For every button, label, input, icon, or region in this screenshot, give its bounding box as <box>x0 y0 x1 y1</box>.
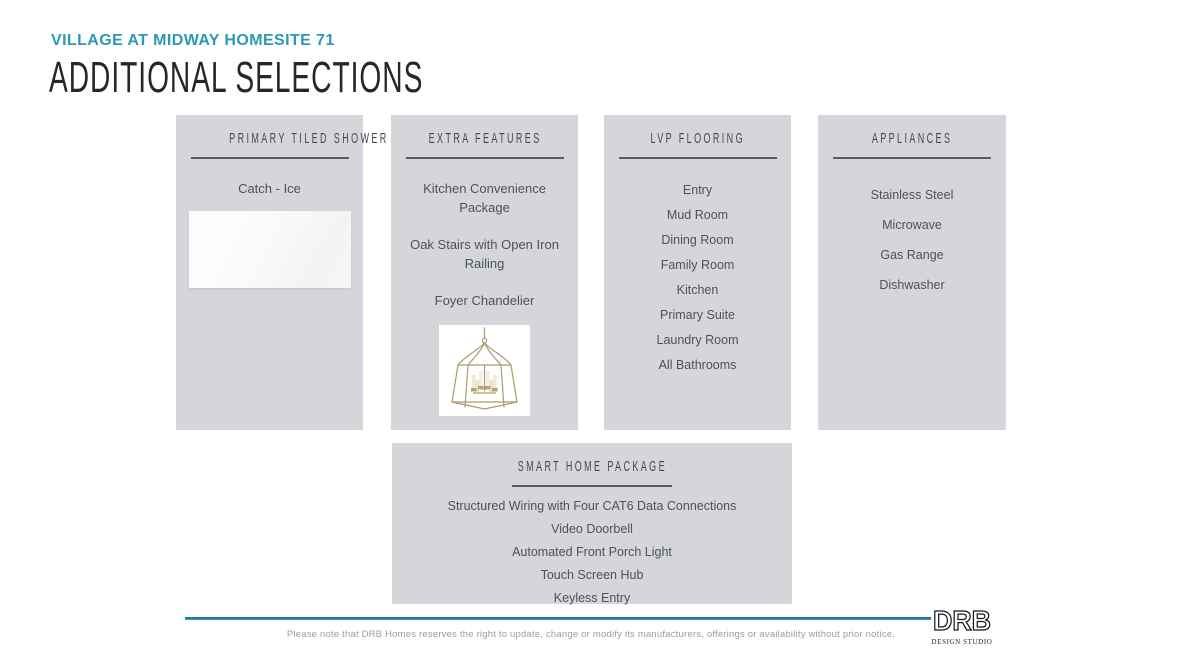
card-heading <box>176 129 389 149</box>
card-heading <box>818 129 1006 149</box>
page-title <box>49 53 634 103</box>
card-lvp-flooring <box>604 115 791 430</box>
disclaimer-note: Please note that DRB Homes reserves the right to update, change or modify its manufacturers, offerings or availability without prior notice. <box>286 629 896 640</box>
heading-underline <box>512 485 672 487</box>
selection-item: Kitchen Convenience Package <box>423 181 546 215</box>
heading-underline <box>406 157 564 159</box>
selection-item: Mud Room <box>666 208 729 222</box>
selection-item: Foyer Chandelier <box>434 293 535 308</box>
selection-item: Dining Room <box>661 233 734 247</box>
heading-underline <box>619 157 777 159</box>
tile-swatch-image <box>189 211 351 288</box>
selection-item: All Bathrooms <box>658 358 737 372</box>
selection-item: Family Room <box>660 258 735 272</box>
drb-logo-mark <box>930 608 994 634</box>
card-heading-text: APPLIANCES <box>871 130 953 147</box>
community-homesite-label: VILLAGE AT MIDWAY HOMESITE 71 <box>51 32 335 49</box>
card-heading-text: LVP FLOORING <box>650 130 745 147</box>
selection-item: Stainless Steel <box>870 188 954 202</box>
selection-item: Kitchen <box>676 283 719 297</box>
selection-item: Oak Stairs with Open Iron Railing <box>410 237 559 271</box>
chandelier-image <box>439 325 530 416</box>
drb-logo-text: DRB <box>933 608 991 634</box>
page-title-text: ADDITIONAL SELECTIONS <box>49 53 424 102</box>
logo-subtext: DESIGN STUDIO <box>931 638 993 646</box>
selection-item: Dishwasher <box>879 278 945 292</box>
heading-underline <box>191 157 349 159</box>
footer-divider-line <box>185 617 931 620</box>
card-primary-tiled-shower <box>176 115 389 430</box>
selection-item: Video Doorbell <box>551 522 633 536</box>
card-appliances <box>818 115 1006 430</box>
card-heading-text: EXTRA FEATURES <box>428 130 542 147</box>
selection-item: Automated Front Porch Light <box>512 545 672 559</box>
selection-item: Laundry Room <box>656 333 739 347</box>
heading-underline <box>833 157 991 159</box>
card-smart-home-package <box>392 443 792 604</box>
selection-item: Microwave <box>882 218 942 232</box>
selection-item: Primary Suite <box>659 308 736 322</box>
card-heading-text: SMART HOME PACKAGE <box>517 458 667 475</box>
card-extra-features <box>391 115 578 430</box>
card-heading <box>392 457 792 477</box>
selection-item: Catch - Ice <box>238 181 301 196</box>
selection-item: Touch Screen Hub <box>540 568 644 582</box>
selection-item: Entry <box>682 183 713 197</box>
card-heading <box>391 129 578 149</box>
selection-item: Keyless Entry <box>553 591 631 605</box>
selection-item: Gas Range <box>880 248 944 262</box>
lantern-chandelier-drawing <box>439 325 530 416</box>
card-heading <box>604 129 791 149</box>
card-heading-text: PRIMARY TILED SHOWER <box>229 130 389 147</box>
drb-design-studio-logo <box>930 608 994 646</box>
selection-item: Structured Wiring with Four CAT6 Data Connections <box>447 499 737 513</box>
